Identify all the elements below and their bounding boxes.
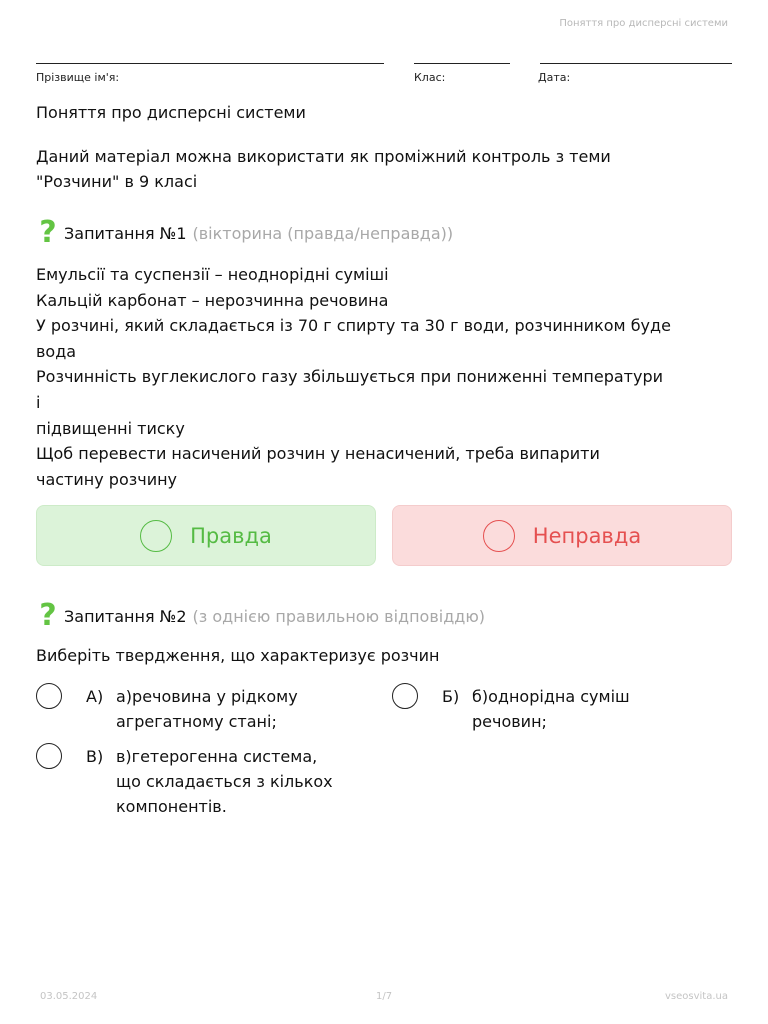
statement-line: Емульсії та суспензії – неоднорідні суміші	[36, 265, 389, 284]
option-letter: Б)	[442, 687, 460, 706]
question-1-header	[36, 215, 454, 250]
option-text	[116, 744, 333, 819]
statement-line: вода	[36, 341, 77, 361]
option-text-line: що складається з кількох	[116, 772, 333, 791]
option-text-line: б)однорідна суміш	[472, 687, 630, 706]
question-2-type: (з однією правильною відповіддю)	[192, 606, 486, 626]
question-mark-icon: ?	[39, 215, 57, 250]
description-line: "Розчини" в 9 класі	[36, 172, 198, 191]
question-1-label: Запитання №1	[64, 223, 187, 243]
true-answer-label: Правда	[190, 523, 272, 548]
radio-button[interactable]	[392, 683, 418, 709]
option-text-line: речовин;	[472, 712, 547, 731]
footer-page-number: 1/7	[376, 991, 393, 1002]
option-text-line: а)речовина у рідкому	[116, 687, 298, 706]
description	[36, 144, 716, 194]
statement-line: У розчині, який складається із 70 г спирту та 30 г води, розчинником буде	[36, 316, 671, 336]
statement-line: частину розчину	[36, 469, 178, 489]
radio-button[interactable]	[36, 683, 62, 709]
name-line	[36, 63, 384, 64]
page-title: Поняття про дисперсні системи	[36, 103, 306, 122]
question-2-label: Запитання №2	[64, 606, 187, 626]
statement-line: Щоб перевести насичений розчин у ненасичений, треба випарити	[36, 444, 600, 464]
option-text	[116, 684, 298, 734]
date-label: Дата:	[538, 71, 571, 84]
question-1-type: (вікторина (правда/неправда))	[192, 223, 454, 243]
option-text-line: агрегатному стані;	[116, 712, 277, 731]
class-line	[414, 63, 510, 64]
false-answer-button[interactable]	[392, 505, 732, 566]
question-1-statements	[36, 262, 736, 492]
answer-option-a[interactable]	[36, 684, 298, 734]
date-line	[540, 63, 732, 64]
radio-button[interactable]	[36, 743, 62, 769]
option-text	[472, 684, 630, 734]
class-label: Клас:	[414, 71, 446, 84]
radio-circle-icon	[483, 520, 515, 552]
description-line: Даний матеріал можна використати як проміжний контроль з теми	[36, 147, 611, 166]
option-text-line: компонентів.	[116, 797, 227, 816]
radio-circle-icon	[140, 520, 172, 552]
option-text-line: в)гетерогенна система,	[116, 747, 318, 766]
running-header: Поняття про дисперсні системи	[559, 18, 728, 29]
option-letter: A)	[86, 687, 104, 706]
option-letter: B)	[86, 747, 104, 766]
question-mark-icon: ?	[39, 598, 57, 633]
footer-date: 03.05.2024	[40, 991, 98, 1002]
true-answer-button[interactable]	[36, 505, 376, 566]
statement-line: Розчинність вуглекислого газу збільшується при пониженні температури	[36, 367, 663, 387]
statement-line: Кальцій карбонат – нерозчинна речовина	[36, 290, 389, 310]
answer-option-v[interactable]	[36, 744, 333, 819]
footer-site: vseosvita.ua	[665, 991, 728, 1002]
false-answer-label: Неправда	[532, 523, 642, 548]
question-2-header	[36, 598, 486, 633]
statement-line: підвищенні тиску	[36, 418, 185, 438]
statement-line: і	[36, 392, 41, 412]
answer-option-b[interactable]	[392, 684, 630, 734]
question-2-prompt: Виберіть твердження, що характеризує розчин	[36, 646, 440, 665]
name-label: Прізвище ім'я:	[36, 71, 120, 84]
